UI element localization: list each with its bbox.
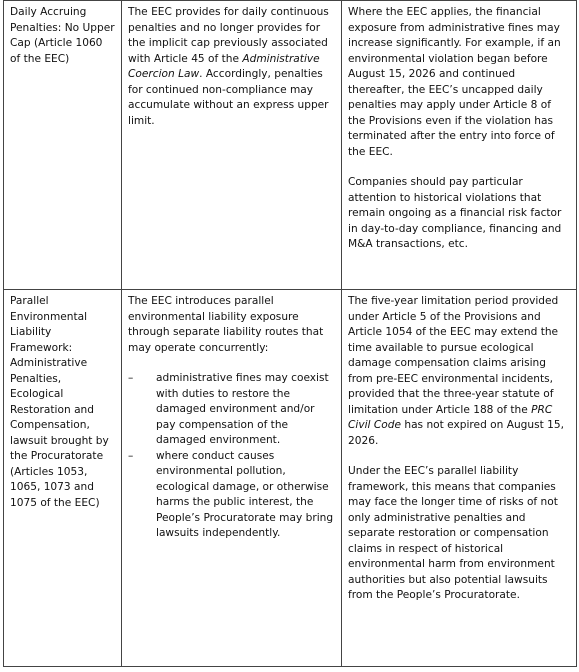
table-row	[4, 1, 577, 290]
row-label-cell	[4, 1, 122, 290]
implications-paragraph: Where the EEC applies, the financial exposure from administrative fines may increase significantly. For example, if an environmental violation began before August 15, 2026 and continued thereafter, the EEC’s uncapped daily penalties may apply under Article 8 of the Provisions even if the violation has terminated after the entry into force of the EEC.	[348, 6, 561, 158]
implications-cell	[342, 290, 577, 667]
row-label: Daily Accruing Penalties: No Upper Cap (Article 1060 of the EEC)	[10, 6, 115, 65]
dash-bullet-icon: –	[128, 372, 134, 384]
implications-paragraph: Under the EEC’s parallel liability framework, this means that companies may face the longer time of risks of not only administrative penalties and separate restoration or compensation claims in respect of historical environmental harm from environment authorities but also potential lawsuits from the People’s Procuratorate.	[348, 465, 558, 601]
list-item: – administrative fines may coexist with duties to restore the damaged environment and/or pay compensation of the damaged environment.	[128, 372, 329, 446]
provision-intro: The EEC introduces parallel environmental liability exposure through separate liability routes that may operate concurrently:	[128, 295, 324, 354]
legal-comparison-table	[3, 0, 577, 667]
row-label-cell	[4, 290, 122, 667]
provision-bullet-list	[128, 371, 335, 542]
implications-paragraph: The five-year limitation period provided under Article 5 of the Provisions and Article 1054 of the EEC may extend the time available to pursue ecological damage compensation claims arising from pre-EEC environmental incidents, provided that the three-year statute of limitation under Article 188 of the PRC Civil Code has not expired on August 15, 2026.	[348, 295, 565, 447]
provision-cell	[122, 290, 342, 667]
table-row	[4, 290, 577, 667]
row-label: Parallel Environmental Liability Framework: Administrative Penalties, Ecological Restoration and Compensation, lawsuit brought by the Procuratorate (Articles 1053, 1065, 1073 and 1075 of the EEC)	[10, 295, 109, 509]
provision-text: The EEC provides for daily continuous penalties and no longer provides for the implicit cap previously associated with Article 45 of the Administrative Coercion Law. Accordingly, penalties for continued non-compliance may accumulate without an express upper limit.	[128, 6, 329, 127]
implications-cell	[342, 1, 577, 290]
list-item: – where conduct causes environmental pollution, ecological damage, or otherwise harms the public interest, the People’s Procuratorate may bring lawsuits independently.	[128, 449, 334, 539]
provision-cell	[122, 1, 342, 290]
dash-bullet-icon: –	[128, 449, 134, 462]
implications-paragraph: Companies should pay particular attention to historical violations that remain ongoing as a financial risk factor in day-to-day compliance, financing and M&A transactions, etc.	[348, 176, 562, 250]
